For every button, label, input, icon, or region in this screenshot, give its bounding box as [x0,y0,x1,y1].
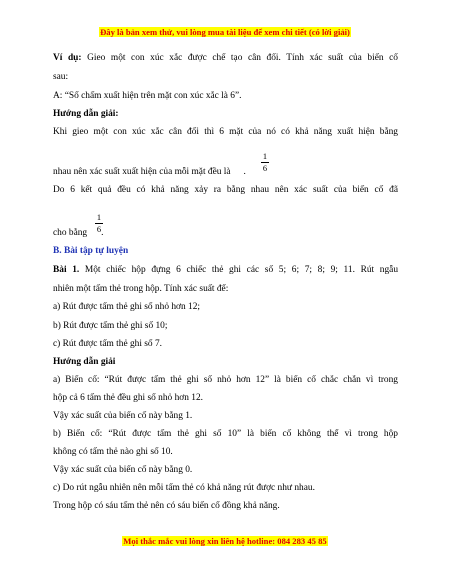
guide1-line-2 [53,166,398,178]
fraction-numerator: 1 [262,152,268,161]
exercise1-label: Bài 1. [53,265,80,275]
guide1-heading: Hướng dẫn giải: [53,109,119,119]
guide2-c-line-1: c) Do rút ngẫu nhiên nên mỗi tấm thẻ có khả năng rút được như nhau. [53,483,315,493]
guide2-a-line-2: hộp cả 6 tấm thẻ đều ghi số nhỏ hơn 12. [53,393,203,403]
guide2-b-line-2: không có tấm thẻ nào ghi số 10. [53,447,173,457]
section-b-heading: B. Bài tập tự luyện [53,246,129,256]
guide1-line-3: Do 6 kết quả đều có khả năng xảy ra bằng nhau nên xác suất của biến cố đã [53,185,398,195]
guide2-a-line-1: a) Biến cố: “Rút được tấm thẻ ghi số nhỏ hơn 12” là biến cố chắc chắn vì trong [53,375,398,385]
fraction-denominator: 6 [96,225,102,234]
header-banner [0,27,450,37]
guide1-line-4 [53,227,398,239]
example-line-2: sau: [53,72,69,82]
guide2-c-line-2: Trong hộp có sáu tấm thẻ nên có sáu biến cố đồng khả năng. [53,501,280,511]
exercise1-text: Một chiếc hộp đựng 6 chiếc thẻ ghi các số 5; 6; 7; 8; 9; 11. Rút ngẫu [84,265,399,275]
guide2-b-line-3: Vậy xác suất của biến cố này bằng 0. [53,465,193,475]
exercise1-line-1 [53,264,398,276]
exercise1-item-b: b) Rút được tấm thẻ ghi số 10; [53,321,168,331]
guide2-b-line-1: b) Biến cố: “Rút được tấm thẻ ghi số 10” là biến cố không thể vì trong hộp [53,429,398,439]
guide1-line-4-text: cho bằng [53,228,88,238]
example-label: Ví dụ: [53,53,82,63]
fraction-numerator: 1 [96,213,102,222]
example-text: Gieo một con xúc xắc được chế tạo cân đối. Tính xác suất của biến cố [87,53,398,63]
example-event-a: A: “Số chấm xuất hiện trên mặt con xúc xắc là 6”. [53,91,242,101]
period: . [101,228,104,238]
exercise1-item-a: a) Rút được tấm thẻ ghi số nhỏ hơn 12; [53,302,201,312]
exercise1-item-c: c) Rút được tấm thẻ ghi số 7. [53,339,162,349]
fraction-denominator: 6 [262,164,268,173]
guide1-line-2-text: nhau nên xác suất xuất hiện của mỗi mặt đều là [53,167,231,177]
guide1-line-1: Khi gieo một con xúc xắc cân đối thì 6 mặt của nó có khả năng xuất hiện bằng [53,127,398,137]
header-banner-text: Đây là bản xem thử, vui lòng mua tài liệu để xem chi tiết (có lời giải) [100,27,350,37]
example-line-1 [53,52,398,64]
guide2-heading: Hướng dẫn giải [53,357,116,367]
exercise1-line-2: nhiên một tấm thẻ trong hộp. Tính xác suất để: [53,284,229,294]
period: . [243,167,246,177]
guide2-a-line-3: Vậy xác suất của biến cố này bằng 1. [53,411,193,421]
footer-banner [0,536,450,546]
footer-banner-text: Mọi thắc mắc vui lòng xin liên hệ hotline: 084 283 45 85 [123,536,327,546]
